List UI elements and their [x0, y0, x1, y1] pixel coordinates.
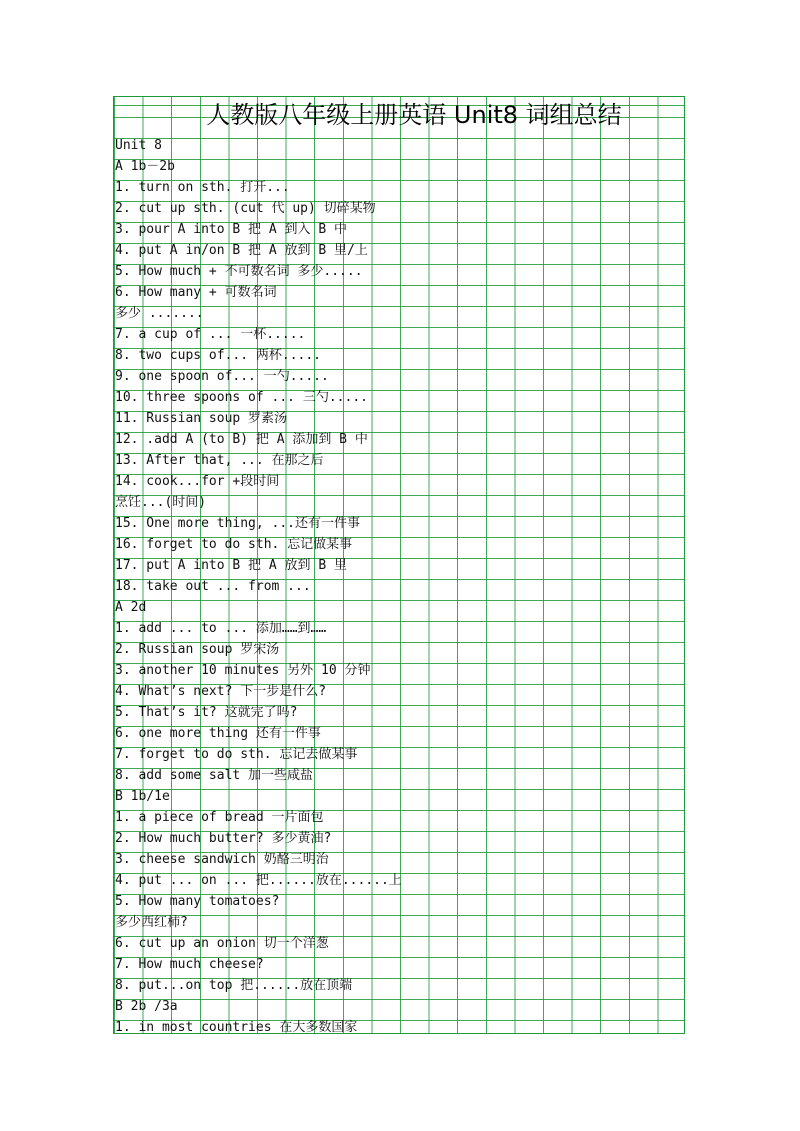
phrase-line: 5. That’s it? 这就完了吗?: [115, 705, 298, 720]
phrase-line: 2. How much butter? 多少黄油?: [115, 831, 332, 846]
phrase-line: 8. put...on top 把......放在顶端: [115, 978, 353, 993]
phrase-line: 4. put ... on ... 把......放在......上: [115, 873, 402, 888]
phrase-line: 8. two cups of... 两杯.....: [115, 348, 322, 363]
phrase-line: 多少西红柿?: [115, 915, 188, 930]
phrase-line: 5. How many tomatoes?: [115, 894, 280, 909]
phrase-line: 2. cut up sth. (cut 代 up) 切碎某物: [115, 201, 376, 216]
phrase-line: 15. One more thing, ...还有一件事: [115, 516, 361, 531]
phrase-line: 1. turn on sth. 打开...: [115, 180, 290, 195]
phrase-line: 13. After that, ... 在那之后: [115, 453, 324, 468]
phrase-line: 6. one more thing 还有一件事: [115, 726, 321, 741]
phrase-line: 3. pour A into B 把 A 到入 B 中: [115, 222, 348, 237]
grid-paper: [113, 96, 685, 1034]
document-title: 人教版八年级上册英语 Unit8 词组总结: [206, 101, 622, 129]
phrase-line: 5. How much + 不可数名词 多少.....: [115, 264, 363, 279]
phrase-line: 7. a cup of ... 一杯.....: [115, 327, 306, 342]
phrase-line: B 2b /3a: [115, 999, 178, 1014]
phrase-line: 3. cheese sandwich 奶酪三明治: [115, 852, 329, 867]
phrase-line: 3. another 10 minutes 另外 10 分钟: [115, 663, 371, 678]
phrase-list: [115, 135, 684, 1034]
phrase-line: A 1b－2b: [115, 159, 175, 174]
phrase-line: 1. in most countries 在大多数国家: [115, 1020, 358, 1034]
phrase-line: 10. three spoons of ... 三勺.....: [115, 390, 368, 405]
phrase-line: 16. forget to do sth. 忘记做某事: [115, 537, 353, 552]
phrase-line: 18. take out ... from ...: [115, 579, 311, 594]
phrase-line: 6. How many + 可数名词: [115, 285, 277, 300]
phrase-line: 1. add ... to ... 添加……到……: [115, 621, 327, 636]
phrase-line: 12. .add A (to B) 把 A 添加到 B 中: [115, 432, 368, 447]
phrase-line: 7. forget to do sth. 忘记去做某事: [115, 747, 358, 762]
phrase-line: 烹饪...(时间): [115, 495, 207, 510]
phrase-line: 6. cut up an onion 切一个洋葱: [115, 936, 329, 951]
phrase-line: 4. What’s next? 下一步是什么?: [115, 684, 327, 699]
phrase-line: 4. put A in/on B 把 A 放到 B 里/上: [115, 243, 368, 258]
phrase-line: 17. put A into B 把 A 放到 B 里: [115, 558, 348, 573]
phrase-line: Unit 8: [115, 138, 162, 153]
phrase-line: 14. cook...for +段时间: [115, 474, 280, 489]
phrase-line: 9. one spoon of... 一勺.....: [115, 369, 329, 384]
phrase-line: 7. How much cheese?: [115, 957, 264, 972]
phrase-line: 多少 .......: [115, 306, 204, 321]
phrase-line: B 1b/1e: [115, 789, 170, 804]
phrase-line: 2. Russian soup 罗宋汤: [115, 642, 280, 657]
phrase-line: 1. a piece of bread 一片面包: [115, 810, 324, 825]
phrase-line: 8. add some salt 加一些咸盐: [115, 768, 314, 783]
phrase-line: 11. Russian soup 罗素汤: [115, 411, 288, 426]
phrase-line: A 2d: [115, 600, 147, 615]
